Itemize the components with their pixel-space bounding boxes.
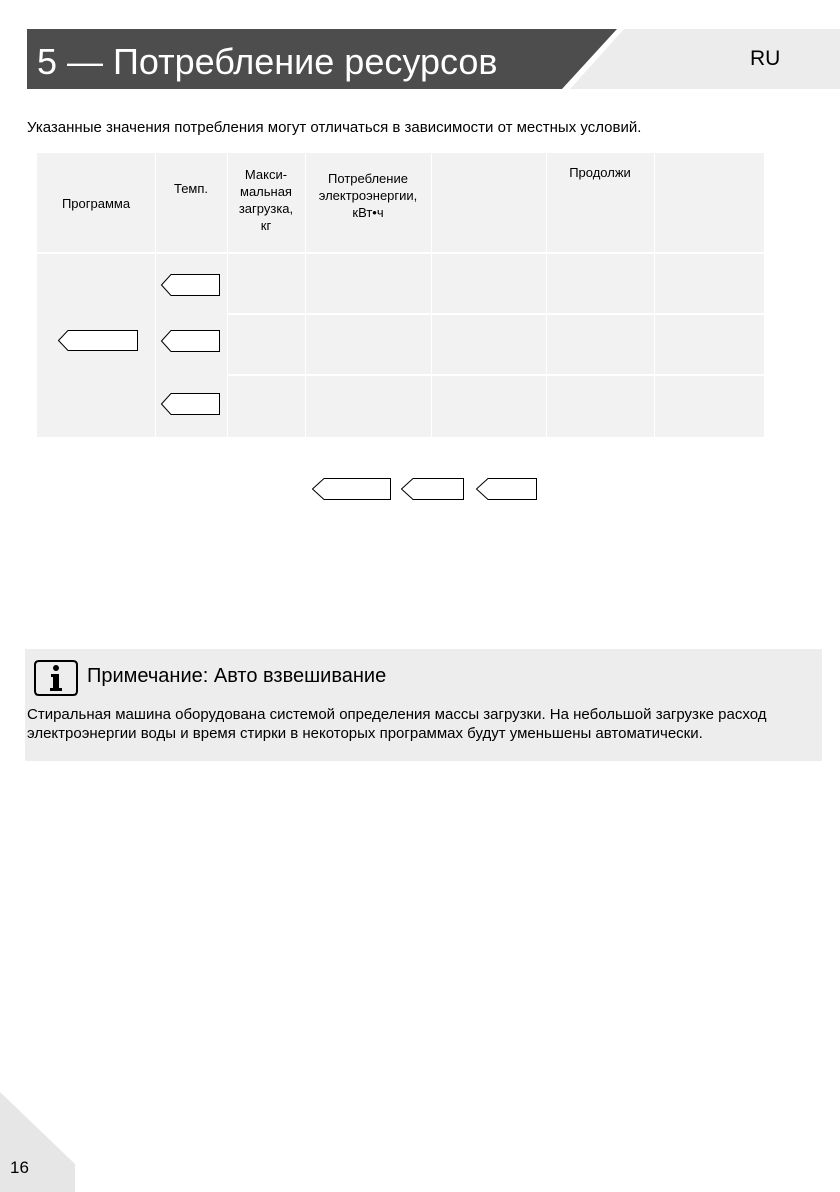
header-banner <box>27 29 617 89</box>
column-divider <box>431 153 432 437</box>
column-divider <box>546 153 547 437</box>
page-title: 5 — Потребление ресурсов <box>37 41 498 82</box>
header-temp: Темп. <box>173 181 209 196</box>
header-energy-line: электроэнергии, <box>318 188 418 203</box>
note-title: Примечание: Авто взвешивание <box>87 665 387 687</box>
header-energy-line: кВт•ч <box>352 205 384 220</box>
symbol-frame <box>312 478 392 498</box>
symbol-frame <box>401 478 464 498</box>
note-box <box>25 649 822 761</box>
language-tab <box>566 29 840 89</box>
header-program: Программа <box>61 196 131 211</box>
header-max-load-line: мальная <box>240 184 292 199</box>
info-icon <box>33 659 79 697</box>
program-symbol-frame <box>58 330 138 350</box>
note-body: Стиральная машина оборудована системой определения массы загрузки. На небольшой загрузке расход электроэнергии воды и время стирки в некоторых программах будут уменьшены автоматически. <box>27 706 767 742</box>
intro-text: Указанные значения потребления могут отличаться в зависимости от местных условий. <box>27 119 642 136</box>
row-separator <box>228 313 764 315</box>
language-tab-shape <box>566 29 840 89</box>
header-max-load <box>227 166 305 234</box>
column-divider <box>654 153 655 437</box>
header-energy-line: Потребление <box>328 171 408 186</box>
temp-symbol-frame <box>161 274 221 294</box>
page-number: 16 <box>10 1158 29 1177</box>
header-duration: Продолжи <box>569 165 631 180</box>
header-max-load-line: загрузка, <box>238 201 294 216</box>
header-energy <box>305 170 431 221</box>
language-label: RU <box>750 47 781 70</box>
temp-symbol-frame <box>161 393 221 413</box>
consumption-table <box>37 153 764 437</box>
header-max-load-line: кг <box>260 218 272 233</box>
symbol-frame <box>476 478 537 498</box>
temp-symbol-frame <box>161 330 221 350</box>
row-separator <box>228 374 764 376</box>
header-max-load-line: Макси- <box>244 167 288 182</box>
